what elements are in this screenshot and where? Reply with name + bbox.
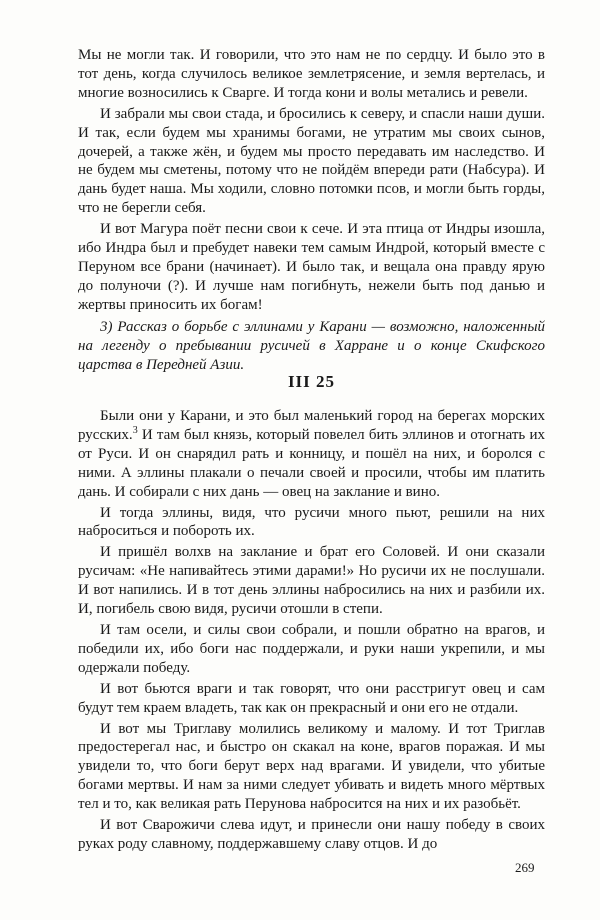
paragraph: Мы не могли так. И говорили, что это нам не по сердцу. И было это в тот день, когда случилось великое землетрясение, и земля вертелась, и многие возносились к Сварге. И тогда кони и волы метались и ревели.: [78, 47, 545, 101]
top-text-block: [78, 46, 545, 317]
main-text-block: [78, 407, 545, 856]
paragraph: И там осели, и силы свои собрали, и пошли обратно на врагов, и победили их, ибо боги нас поддержали, и руки наши укрепили, и мы одержали победу.: [78, 621, 545, 676]
paragraph: И вот мы Триглаву молились великому и малому. И тот Триглав предостерегал нас, и быстро он скакал на коне, врагов поражая. И мы увидели то, что боги берут верх над врагами. И увидели, что убитые богами мертвы. И нам за ними следует убивать и видеть много мёртвых тел и то, как великая рать Перунова набросится на них и их разобьёт.: [78, 720, 545, 813]
section-heading-block: [78, 372, 545, 392]
paragraph: И пришёл волхв на заклание и брат его Соловей. И они сказали русичам: «Не напивайтесь этими дарами!» Но русичи их не послушали. И вот напились. И в тот день эллины набросились на них и разбили их. И, погибель свою видя, русичи отошли в степи.: [78, 544, 545, 618]
paragraph: И вот Сварожичи слева идут, и принесли они нашу победу в своих руках роду славному, поддержавшему славу отцов. И до: [78, 817, 545, 852]
paragraph: И вот бьются враги и так говорят, что они расстригут овец и сам будут тем краем владеть, так как он прекрасный и они его не отдали.: [78, 680, 545, 716]
paragraph: И забрали мы свои стада, и бросились к северу, и спасли наши души. И так, если будем мы хранимы богами, не утратим мы своих сынов, дочерей, а также жён, и будем мы просто передавать им наследство. И не будем мы сметены, потому что не пойдём впереди рати (Набсура). И дань будет наша. Мы ходили, словно потомки псов, и могли быть горды, что не берегли себя.: [78, 105, 545, 217]
italic-note: 3) Рассказ о борьбе с эллинами у Карани — возможно, наложенный на легенду о пребывании русичей в Харране и о конце Скифского царства в Передней Азии.: [78, 319, 545, 373]
italic-note-block: [78, 318, 545, 375]
paragraph: [78, 407, 545, 502]
paragraph: И вот Магура поёт песни свои к сече. И эта птица от Индры изошла, ибо Индра был и пребудет навеки тем самым Индрой, который вместе с Перуном все брани (начинает). И было так, и вещала она правду ярую до полуночи (?). И лучше нам погибнуть, нежели быть под данью и жертвы приносить их богам!: [78, 221, 545, 313]
paragraph: И тогда эллины, видя, что русичи много пьют, решили на них наброситься и побороть их.: [78, 504, 545, 540]
paragraph-text: Были они у Карани, и это был маленький город на берегах морских русских.: [78, 408, 545, 443]
section-heading: III 25: [287, 372, 336, 391]
page-number: 269: [515, 860, 535, 875]
footnote-marker: 3: [132, 424, 138, 436]
paragraph-text: И там был князь, который повелел бить эллинов и отогнать их от Руси. И он снарядил рать и конницу, и пошёл на них, и боролся с ними. А эллины плакали о печали своей и просили, чтобы им платить дань. И собирали с них дань — овец на заклание и вино.: [78, 426, 545, 500]
